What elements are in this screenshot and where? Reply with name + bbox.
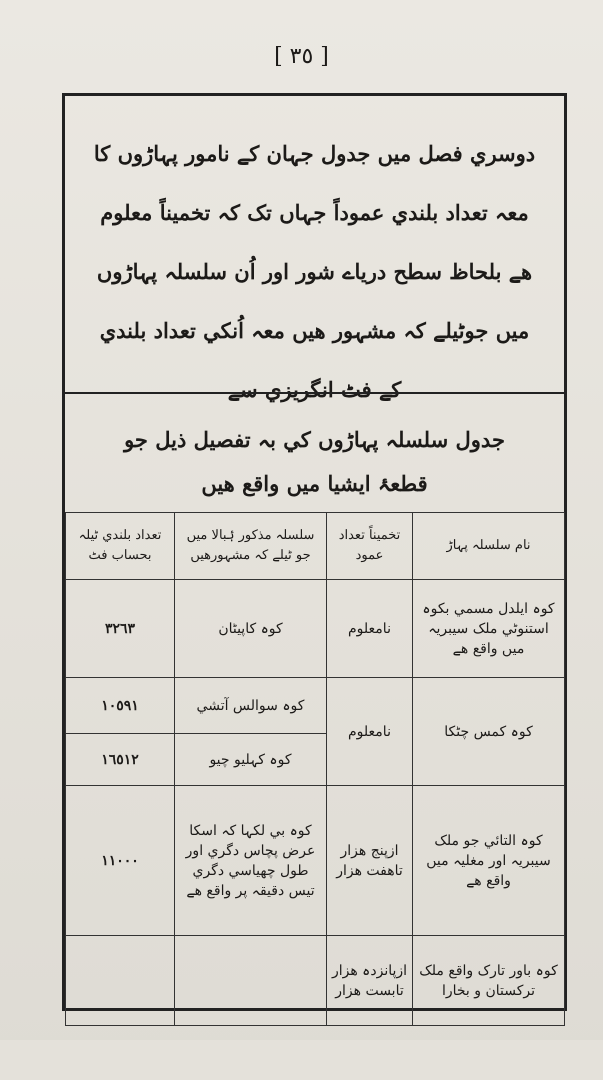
intro-line: کے فٹ انگريزي سے	[227, 377, 402, 402]
content-frame	[62, 93, 567, 1011]
caption-line: قطعۂ ايشيا ميں واقع هيں	[201, 471, 428, 496]
intro-line: معہ تعداد بلندي عموداً جہاں تک کہ تخميناً معلوم	[100, 200, 529, 225]
cell-range: کوہ التائي جو ملک سيبريہ اور مغليہ ميں واقع هے	[413, 786, 565, 936]
cell-peak: کوہ بي لکہا کہ اسکا عرض پچاس دگري اور طول چهياسي دگري تيس دقيقہ پر واقع هے	[175, 786, 327, 936]
cell-height: ١٠٥٩١	[66, 678, 175, 734]
cell-altitude: نامعلوم	[327, 580, 413, 678]
cell-height	[66, 936, 175, 1026]
page-bottom-margin	[0, 1040, 603, 1080]
cell-range: کوہ ايلدل مسمي بکوہ استنوٹي ملک سيبريہ ميں واقع هے	[413, 580, 565, 678]
header-altitude: تخميناً تعداد عمود	[327, 513, 413, 580]
cell-altitude: نامعلوم	[327, 678, 413, 786]
header-range-name: نام سلسلہ پہاڑ	[413, 513, 565, 580]
table-row	[66, 936, 565, 1026]
table-caption	[65, 396, 564, 508]
table-row	[66, 678, 565, 734]
table-row	[66, 580, 565, 678]
intro-line: دوسري فصل ميں جدول جہان کے نامور پہاڑوں کا	[93, 141, 536, 166]
cell-height: ١٦٥١٢	[66, 734, 175, 786]
cell-altitude: ازپانزدہ هزار تابست هزار	[327, 936, 413, 1026]
intro-line: ميں جوٹيلے کہ مشہور هيں معہ اُنکي تعداد بلندي	[99, 318, 530, 343]
cell-height: ٣٢٦٣	[66, 580, 175, 678]
header-peak-height: تعداد بلندي ٹيلہ بحساب فٹ	[66, 513, 175, 580]
cell-peak: کوہ کاپيٹان	[175, 580, 327, 678]
header-peaks: سلسلہ مذکور ۂبالا ميں جو ٹيلے کہ مشہورهيں	[175, 513, 327, 580]
table-header-row	[66, 513, 565, 580]
table-row	[66, 786, 565, 936]
cell-height: ١١٠٠٠	[66, 786, 175, 936]
cell-peak: کوہ کہليو چيو	[175, 734, 327, 786]
caption-line: جدول سلسلہ پہاڑوں کي بہ تفصيل ذيل جو	[124, 427, 505, 452]
cell-altitude: ازپنج هزار تاهفت هزار	[327, 786, 413, 936]
section-divider	[65, 392, 564, 394]
page-number: [ ٣٥ ]	[274, 44, 329, 69]
intro-paragraph	[65, 96, 564, 402]
mountain-table	[65, 512, 565, 1026]
cell-peak	[175, 936, 327, 1026]
cell-range: کوہ باور تارک واقع ملک ترکستان و بخارا	[413, 936, 565, 1026]
cell-peak: کوہ سوالس آتشي	[175, 678, 327, 734]
intro-line: هے بلحاظ سطح درياے شور اور اُن سلسلہ پہاڑوں	[96, 259, 533, 284]
cell-range: کوہ کمس چٹکا	[413, 678, 565, 786]
